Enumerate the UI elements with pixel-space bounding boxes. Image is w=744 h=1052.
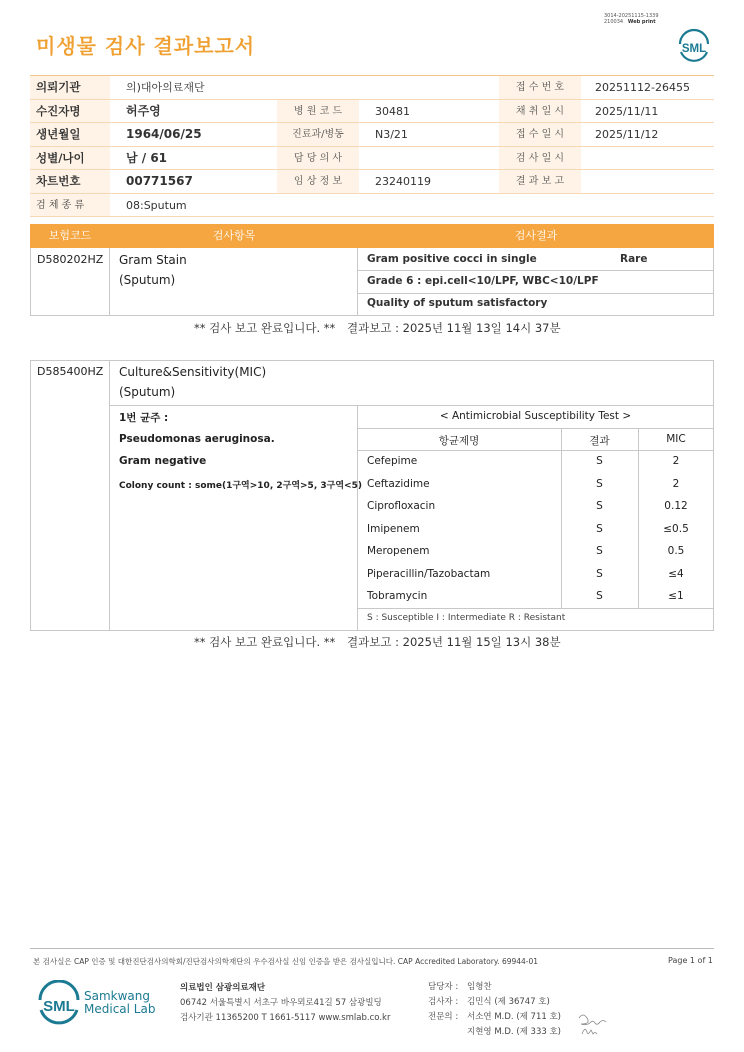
ast-drug-cell: Meropenem: [367, 545, 430, 557]
gram-test-name: Gram Stain: [119, 253, 187, 267]
footer-org: 의료법인 삼광의료재단: [180, 983, 266, 993]
organism-name: Pseudomonas aeruginosa.: [119, 433, 275, 445]
field-label: 병 원 코 드: [277, 100, 359, 123]
ast-drug-cell: Imipenem: [367, 522, 420, 535]
ast-result-cell: S: [596, 567, 603, 580]
footer-logo-text: SML: [43, 998, 75, 1015]
ast-mic-cell: 0.5: [667, 545, 685, 557]
gram-done-note: ** 검사 보고 완료입니다. **: [194, 321, 336, 335]
ast-head-result: 결과: [589, 435, 610, 447]
patient-row: [30, 194, 714, 218]
header-result: 검사결과: [514, 229, 558, 242]
culture-test-name: Culture&Sensitivity(MIC): [119, 365, 267, 379]
gram-result-1-value: Rare: [620, 253, 648, 265]
ast-mic-cell: 0.12: [664, 500, 688, 512]
culture-code: D585400HZ: [37, 365, 104, 378]
ast-result-cell: S: [596, 545, 603, 557]
field-label: 검 체 종 류: [30, 194, 110, 217]
gram-code: D580202HZ: [37, 253, 104, 266]
ast-result-cell: S: [596, 477, 603, 490]
field-label: 검 사 일 시: [499, 147, 581, 170]
field-value: 00771567: [126, 174, 193, 188]
result-table-header: [30, 224, 714, 248]
field-value: [581, 147, 714, 170]
field-value: 남 / 61: [126, 150, 168, 165]
patient-row: [30, 170, 714, 194]
footer-logo-name-2: Medical Lab: [84, 1002, 156, 1016]
patient-row: [30, 123, 714, 147]
footer-page: Page 1 of 1: [668, 956, 713, 965]
ast-result-cell: S: [596, 500, 603, 512]
staff-role: 전문의 :: [428, 1012, 459, 1022]
field-label: [277, 194, 359, 217]
sml-logo-icon: [676, 28, 712, 64]
field-label: 접 수 일 시: [499, 123, 581, 146]
culture-specimen: (Sputum): [119, 385, 176, 399]
footer-sml-logo-icon: [36, 980, 82, 1026]
field-label: 성별/나이: [30, 147, 110, 170]
ast-result-cell: S: [596, 522, 603, 535]
ast-mic-cell: ≤1: [668, 590, 684, 602]
culture-report-time: 결과보고 : 2025년 11월 15일 13시 38분: [347, 635, 561, 649]
staff-name: 서소연 M.D. (제 711 호): [467, 1012, 562, 1022]
colony-count: Colony count : some(1구역>10, 2구역>5, 3구역<5): [119, 481, 362, 491]
field-value: 1964/06/25: [126, 127, 202, 141]
page-title: 미생물 검사 결과보고서: [36, 34, 256, 58]
field-label: 담 당 의 사: [277, 147, 359, 170]
field-value: [359, 147, 499, 170]
staff-name: 지현영 M.D. (제 333 호): [467, 1027, 562, 1037]
culture-done-note: ** 검사 보고 완료입니다. **: [194, 635, 336, 649]
field-label: 채 취 일 시: [499, 100, 581, 123]
field-value: 08:Sputum: [126, 198, 187, 212]
field-value: 2025/11/11: [595, 104, 659, 118]
patient-info-table: [30, 75, 714, 217]
staff-name: 김민식 (제 36747 호): [467, 997, 550, 1007]
field-value: 23240119: [375, 175, 431, 188]
footer-cert: 본 검사실은 CAP 인증 및 대한진단검사의학회/진단검사의학재단의 우수검사실 신임 인증을 받은 검사실입니다. CAP Accredited Laboratory. 69944-01: [33, 957, 539, 966]
gram-specimen: (Sputum): [119, 273, 176, 287]
field-label: 접 수 번 호: [499, 76, 581, 99]
footer-logo-name-1: Samkwang: [84, 989, 150, 1003]
ast-drug-cell: Piperacillin/Tazobactam: [367, 567, 491, 580]
ast-title: < Antimicrobial Susceptibility Test >: [439, 410, 632, 422]
field-value: [359, 76, 499, 99]
ast-mic-cell: 2: [672, 477, 680, 490]
field-label: 수진자명: [30, 100, 110, 123]
footer-contact: 검사기관 11365200 T 1661-5117 www.smlab.co.kr: [180, 1013, 391, 1023]
field-label: 생년월일: [30, 123, 110, 146]
ast-mic-cell: ≤0.5: [663, 522, 689, 535]
header-code: 보험코드: [48, 229, 92, 242]
patient-row: [30, 147, 714, 171]
ast-head-mic: MIC: [666, 433, 686, 445]
web-print-label: Web print: [627, 19, 656, 25]
field-label: 차트번호: [30, 170, 110, 193]
field-label: 진료과/병동: [277, 123, 359, 146]
field-label: [277, 76, 359, 99]
footer-divider: [30, 948, 714, 949]
field-value: 30481: [375, 104, 410, 118]
ast-result-cell: S: [596, 590, 603, 602]
ast-legend: S : Susceptible I : Intermediate R : Resistant: [367, 613, 566, 623]
field-value: [359, 194, 499, 217]
logo-text: SML: [681, 43, 707, 55]
print-id: 3014-20251115-1339: [604, 13, 659, 19]
field-value: [581, 194, 714, 217]
header-item: 검사항목: [212, 229, 256, 242]
field-value: 허주영: [126, 103, 161, 118]
gram-type: Gram negative: [119, 455, 207, 467]
staff-role: 검사자 :: [428, 997, 459, 1007]
patient-row: [30, 100, 714, 124]
ast-mic-cell: 2: [672, 455, 680, 467]
field-label: 결 과 보 고: [499, 170, 581, 193]
ast-drug-cell: Ceftazidime: [367, 477, 430, 490]
ast-result-cell: S: [596, 455, 603, 467]
ast-drug-cell: Cefepime: [367, 455, 418, 467]
strain-label: 1번 균주 :: [119, 412, 169, 424]
ast-drug-cell: Tobramycin: [367, 590, 428, 602]
field-value: 의)대아의료재단: [126, 81, 205, 94]
print-code: 210034: [604, 19, 624, 25]
signature-icon: [576, 1010, 610, 1040]
gram-result-1: Gram positive cocci in single: [367, 253, 537, 265]
ast-mic-cell: ≤4: [668, 567, 684, 580]
field-value: [581, 170, 714, 193]
field-value: 2025/11/12: [595, 128, 659, 141]
patient-row: [30, 76, 714, 100]
field-label: 의뢰기관: [30, 76, 110, 99]
gram-result-3: Quality of sputum satisfactory: [367, 297, 548, 309]
field-label: [499, 194, 581, 217]
gram-result-2: Grade 6 : epi.cell<10/LPF, WBC<10/LPF: [367, 275, 599, 287]
footer-address: 06742 서울특별시 서초구 바우뫼로41길 57 삼광빌딩: [180, 998, 382, 1008]
ast-head-drug: 항균제명: [438, 435, 480, 447]
gram-report-time: 결과보고 : 2025년 11월 13일 14시 37분: [347, 321, 561, 335]
print-meta: [604, 13, 684, 25]
field-label: 임 상 정 보: [277, 170, 359, 193]
ast-drug-cell: Ciprofloxacin: [367, 500, 436, 512]
field-value: N3/21: [375, 128, 408, 141]
staff-name: 임형찬: [467, 982, 492, 992]
staff-role: 담당자 :: [428, 982, 459, 992]
footer-logo-name: [84, 990, 155, 1016]
field-value: 20251112-26455: [595, 81, 690, 94]
